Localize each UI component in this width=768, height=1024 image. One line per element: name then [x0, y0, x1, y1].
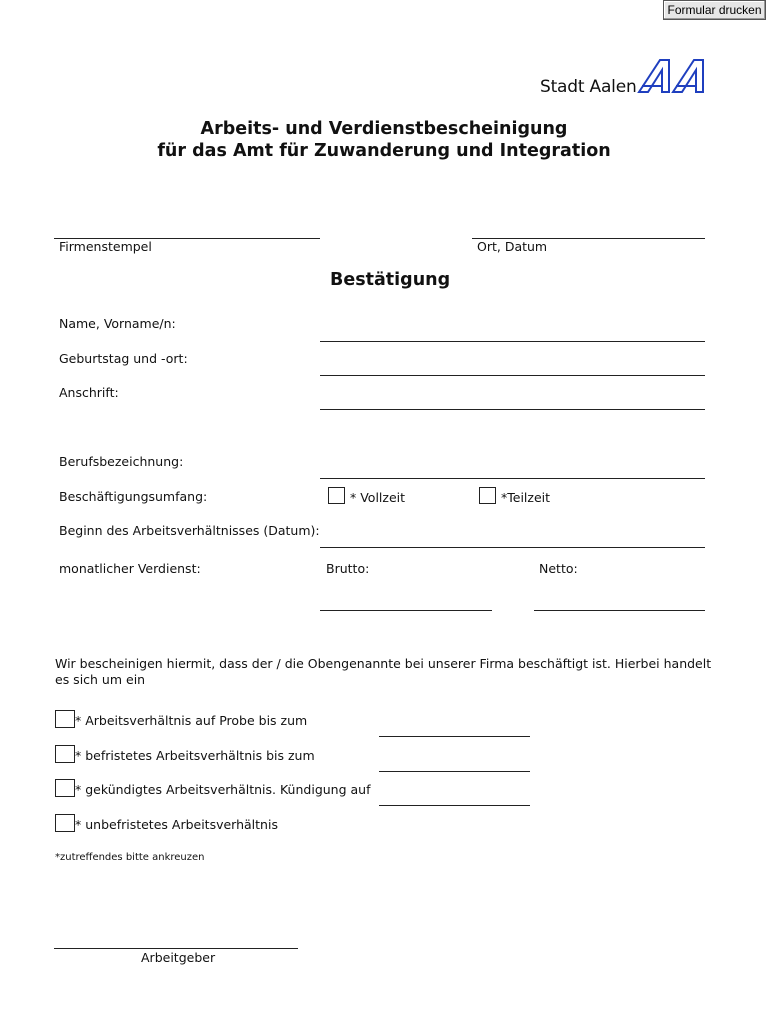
section-heading: Bestätigung — [330, 270, 451, 290]
gross-field[interactable] — [320, 610, 492, 611]
scope-label: Beschäftigungsumfang: — [59, 489, 208, 504]
name-field[interactable] — [320, 341, 705, 342]
statement-text: Wir bescheinigen hiermit, dass der / die Obengenannte bei unserer Firma beschäftigt ist. Hierbei handelt es sich um ein — [55, 656, 712, 687]
stamp-label: Firmenstempel — [59, 239, 152, 254]
start-label: Beginn des Arbeitsverhältnisses (Datum): — [59, 523, 320, 538]
document-title-line2: für das Amt für Zuwanderung und Integration — [157, 141, 611, 161]
option-terminated-date-field[interactable] — [379, 805, 530, 806]
option-fixed-term-checkbox[interactable] — [55, 745, 75, 763]
footnote: *zutreffendes bitte ankreuzen — [55, 852, 205, 863]
start-field[interactable] — [320, 547, 705, 548]
gross-label: Brutto: — [326, 561, 370, 576]
income-label: monatlicher Verdienst: — [59, 561, 201, 576]
profession-label: Berufsbezeichnung: — [59, 454, 184, 469]
place-date-label: Ort, Datum — [477, 239, 548, 254]
parttime-checkbox[interactable] — [479, 487, 496, 504]
name-label: Name, Vorname/n: — [59, 316, 176, 331]
stadt-aalen-logo-icon — [636, 58, 712, 94]
option-terminated-checkbox[interactable] — [55, 779, 75, 797]
document-title-line1: Arbeits- und Verdienstbescheinigung — [200, 119, 568, 139]
address-field[interactable] — [320, 409, 705, 410]
net-field[interactable] — [534, 610, 705, 611]
signature-label: Arbeitgeber — [141, 950, 216, 965]
parttime-label: *Teilzeit — [501, 490, 551, 505]
birth-field[interactable] — [320, 375, 705, 376]
signature-line[interactable] — [54, 948, 298, 949]
option-permanent-checkbox[interactable] — [55, 814, 75, 832]
print-form-button[interactable]: Formular drucken — [663, 0, 766, 20]
option-terminated-label: * gekündigtes Arbeitsverhältnis. Kündigung auf — [75, 782, 371, 797]
option-fixed-term-label: * befristetes Arbeitsverhältnis bis zum — [75, 748, 315, 763]
option-probation-date-field[interactable] — [379, 736, 530, 737]
option-fixed-term-date-field[interactable] — [379, 771, 530, 772]
option-probation-label: * Arbeitsverhältnis auf Probe bis zum — [75, 713, 308, 728]
fulltime-checkbox[interactable] — [328, 487, 345, 504]
birth-label: Geburtstag und -ort: — [59, 351, 188, 366]
net-label: Netto: — [539, 561, 578, 576]
city-name: Stadt Aalen — [540, 77, 637, 97]
option-permanent-label: * unbefristetes Arbeitsverhältnis — [75, 817, 278, 832]
profession-field[interactable] — [320, 478, 705, 479]
address-label: Anschrift: — [59, 385, 119, 400]
option-probation-checkbox[interactable] — [55, 710, 75, 728]
fulltime-label: * Vollzeit — [350, 490, 406, 505]
